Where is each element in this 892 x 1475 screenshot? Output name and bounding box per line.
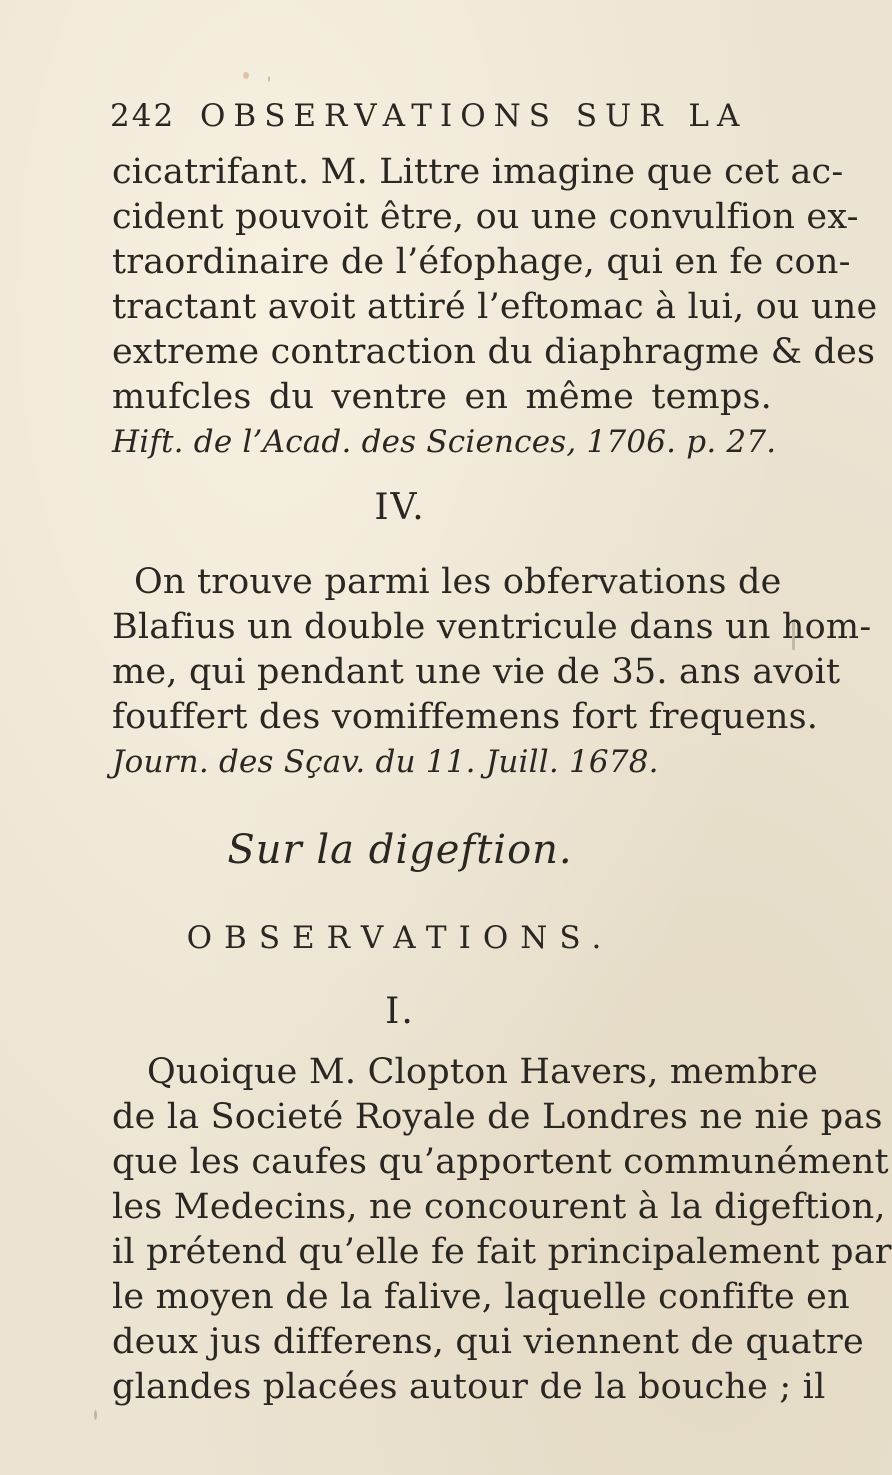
text-line: me, qui pendant une vie de 35. ans avoit <box>112 652 841 692</box>
citation: Hift. de l’Acad. des Sciences, 1706. p. 27. <box>112 424 777 460</box>
paper-speck <box>243 72 249 79</box>
citation: Journ. des Sçav. du 11. Juill. 1678. <box>112 744 659 780</box>
text-line: deux jus differens, qui viennent de quatre <box>112 1322 864 1362</box>
page-number: 242 <box>110 98 176 134</box>
text-line: de la Societé Royale de Londres ne nie pas <box>112 1097 883 1137</box>
text-line: Quoique M. Clopton Havers, membre <box>147 1052 818 1092</box>
running-header <box>110 94 750 138</box>
text-line: tractant avoit attiré l’eftomac à lui, ou une <box>112 287 878 327</box>
text-line: le moyen de la falive, laquelle confifte en <box>112 1277 850 1317</box>
paper-speck <box>268 76 270 82</box>
text-line: cident pouvoit être, ou une convulfion ex- <box>112 197 859 237</box>
running-title: OBSERVATIONS SUR LA <box>200 98 748 134</box>
section-number: I. <box>385 991 415 1032</box>
text-line: il prétend qu’elle fe fait principalement par <box>112 1232 892 1272</box>
text-line: glandes placées autour de la bouche ; il <box>112 1367 826 1407</box>
section-subtitle: OBSERVATIONS. <box>186 920 614 956</box>
text-line: traordinaire de l’éfophage, qui en fe con- <box>112 242 851 282</box>
text-line: On trouve parmi les obfervations de <box>134 562 782 602</box>
section-title: Sur la digeftion. <box>227 827 573 873</box>
text-line: mufcles du ventre en même temps. <box>112 377 772 417</box>
paper-speck <box>94 1410 97 1420</box>
text-line: les Medecins, ne concourent à la digeftion, <box>112 1187 886 1227</box>
text-line: extreme contraction du diaphragme & des <box>112 332 876 372</box>
text-line: que les caufes qu’apportent communément <box>112 1142 889 1182</box>
section-number: IV. <box>374 487 426 528</box>
text-line: fouffert des vomiffemens fort frequens. <box>112 697 819 737</box>
text-line: Blafius un double ventricule dans un hom- <box>112 607 872 647</box>
text-line: cicatrifant. M. Littre imagine que cet ac- <box>112 152 844 192</box>
